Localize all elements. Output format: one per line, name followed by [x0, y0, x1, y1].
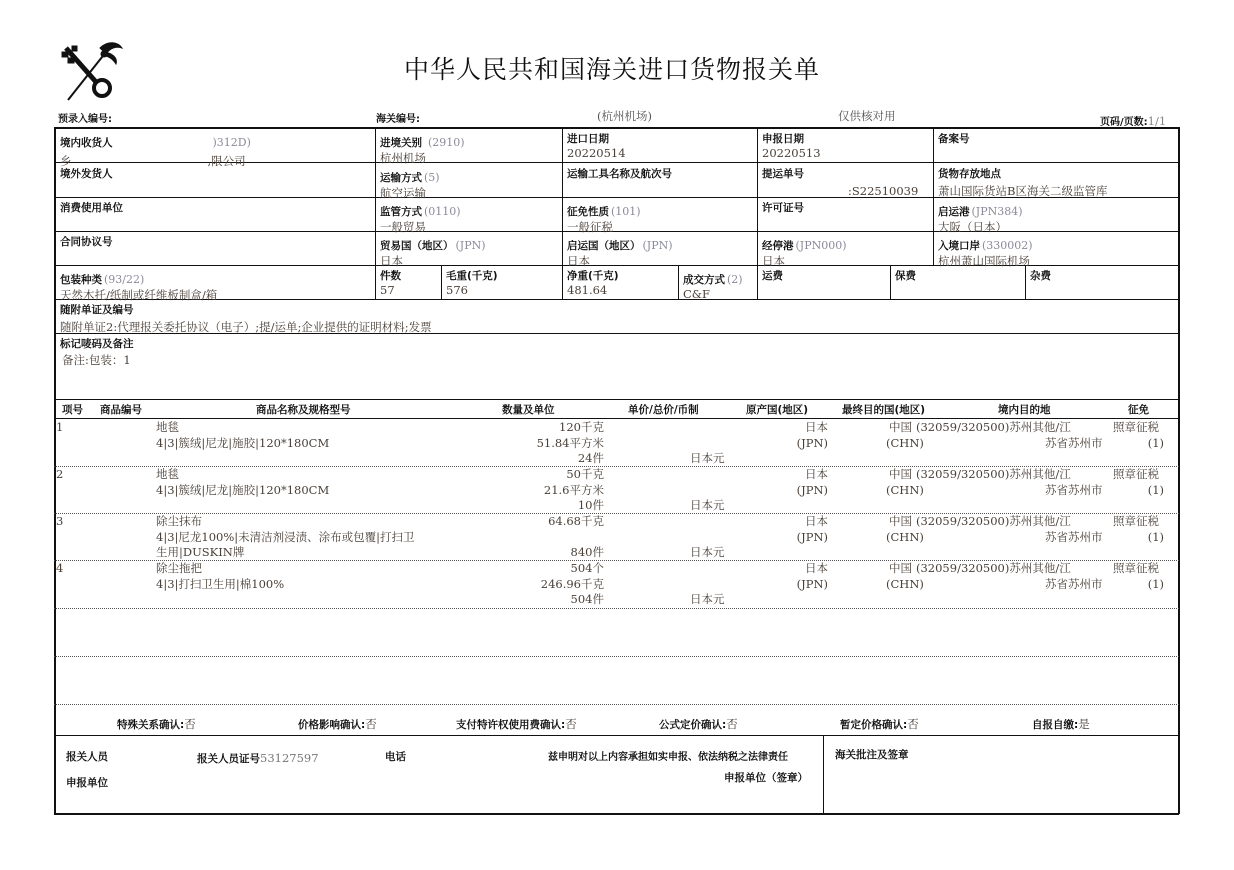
contract-no-field: 合同协议号: [60, 236, 113, 248]
customs-office-note: (杭州机场): [597, 109, 652, 123]
gross-weight-field: 毛重(千克) 576: [446, 270, 498, 297]
page-label: 页码/页数:: [1100, 117, 1148, 128]
col-quantity: 数量及单位: [502, 404, 555, 416]
pieces-field: 件数 57: [380, 270, 401, 297]
self-declare-confirm: 自报自缴:是: [1032, 717, 1090, 731]
customs-no-label: 海关编号:: [376, 114, 420, 125]
col-origin: 原产国(地区): [746, 404, 809, 416]
customs-remark-label: 海关批注及签章: [835, 749, 909, 761]
page-value: 1/1: [1147, 114, 1167, 128]
royalty-confirm: 支付特许权使用费确认:否: [456, 717, 577, 731]
declare-unit-label: 申报单位: [66, 777, 108, 789]
phone-label: 电话: [385, 751, 406, 763]
col-item-no: 项号: [62, 404, 83, 416]
declare-date-field: 申报日期 20220513: [762, 133, 821, 160]
transport-mode-field: 运输方式 (5) 航空运输: [380, 171, 440, 200]
col-goods-name: 商品名称及规格型号: [256, 404, 351, 416]
supervision-mode-field: 监管方式 (0110) 一般贸易: [380, 205, 461, 234]
col-domestic-dest: 境内目的地: [998, 404, 1051, 416]
net-weight-field: 净重(千克) 481.64: [567, 270, 619, 297]
entry-customs-field: 进境关别 (2910) 杭州机场: [380, 136, 465, 165]
deal-mode-field: 成交方式 (2) C&F: [683, 273, 743, 301]
pre-entry-label: 预录入编号:: [58, 114, 112, 125]
col-destination: 最终目的国(地区): [842, 404, 926, 416]
departure-port-field: 启运港 (JPN384) 大阪（日本）: [938, 205, 1023, 234]
col-price: 单价/总价/币制: [628, 404, 699, 416]
departure-country-field: 启运国（地区） (JPN) 日本: [567, 239, 673, 268]
vessel-field: 运输工具名称及航次号: [567, 168, 672, 180]
license-no-field: 许可证号: [762, 202, 804, 214]
provisional-price-confirm: 暂定价格确认:否: [840, 717, 919, 731]
verify-note: 仅供核对用: [838, 109, 896, 123]
entry-port-field: 入境口岸 (330002) 杭州萧山国际机场: [938, 239, 1033, 268]
bill-no-field: 提运单号 :S22510039: [762, 168, 919, 198]
package-type-field: 包装种类 (93/22) 天然木托/纸制或纤维板制盒/箱: [60, 273, 218, 302]
customs-emblem-icon: [60, 38, 124, 102]
special-relation-confirm: 特殊关系确认:否: [117, 717, 196, 731]
freight-field: 运费: [762, 270, 783, 282]
col-goods-code: 商品编号: [100, 404, 142, 416]
transit-port-field: 经停港 (JPN000) 日本: [762, 239, 847, 268]
marks-field: 标记唛码及备注 备注:包装：1: [60, 338, 134, 367]
formula-pricing-confirm: 公式定价确认:否: [659, 717, 738, 731]
declaration-statement: 兹申明对以上内容承担如实申报、依法纳税之法律责任: [548, 752, 788, 763]
levy-nature-field: 征免性质 (101) 一般征税: [567, 205, 641, 234]
declarant-label: 报关人员: [66, 751, 108, 763]
overseas-consignor-field: 境外发货人: [60, 168, 113, 180]
insurance-field: 保费: [895, 270, 916, 282]
misc-fee-field: 杂费: [1030, 270, 1051, 282]
declarant-cert: 报关人员证号53127597: [197, 751, 319, 765]
declare-unit-seal: 申报单位（签章）: [724, 772, 808, 784]
record-no-field: 备案号: [938, 133, 970, 145]
attached-docs-field: 随附单证及编号 随附单证2:代理报关委托协议（电子）;提/运单;企业提供的证明材料;发票: [60, 304, 432, 334]
consumer-unit-field: 消费使用单位: [60, 202, 123, 214]
price-influence-confirm: 价格影响确认:否: [298, 717, 377, 731]
trade-country-field: 贸易国（地区） (JPN) 日本: [380, 239, 486, 268]
consignee-field: 境内收货人 )312D) 乡 ,限公司: [60, 136, 251, 168]
page-title: 中华人民共和国海关进口货物报关单: [404, 55, 821, 84]
storage-place-field: 货物存放地点 萧山国际货站B区海关二级监管库: [938, 168, 1108, 198]
col-levy: 征免: [1128, 404, 1149, 416]
import-date-field: 进口日期 20220514: [567, 133, 626, 160]
